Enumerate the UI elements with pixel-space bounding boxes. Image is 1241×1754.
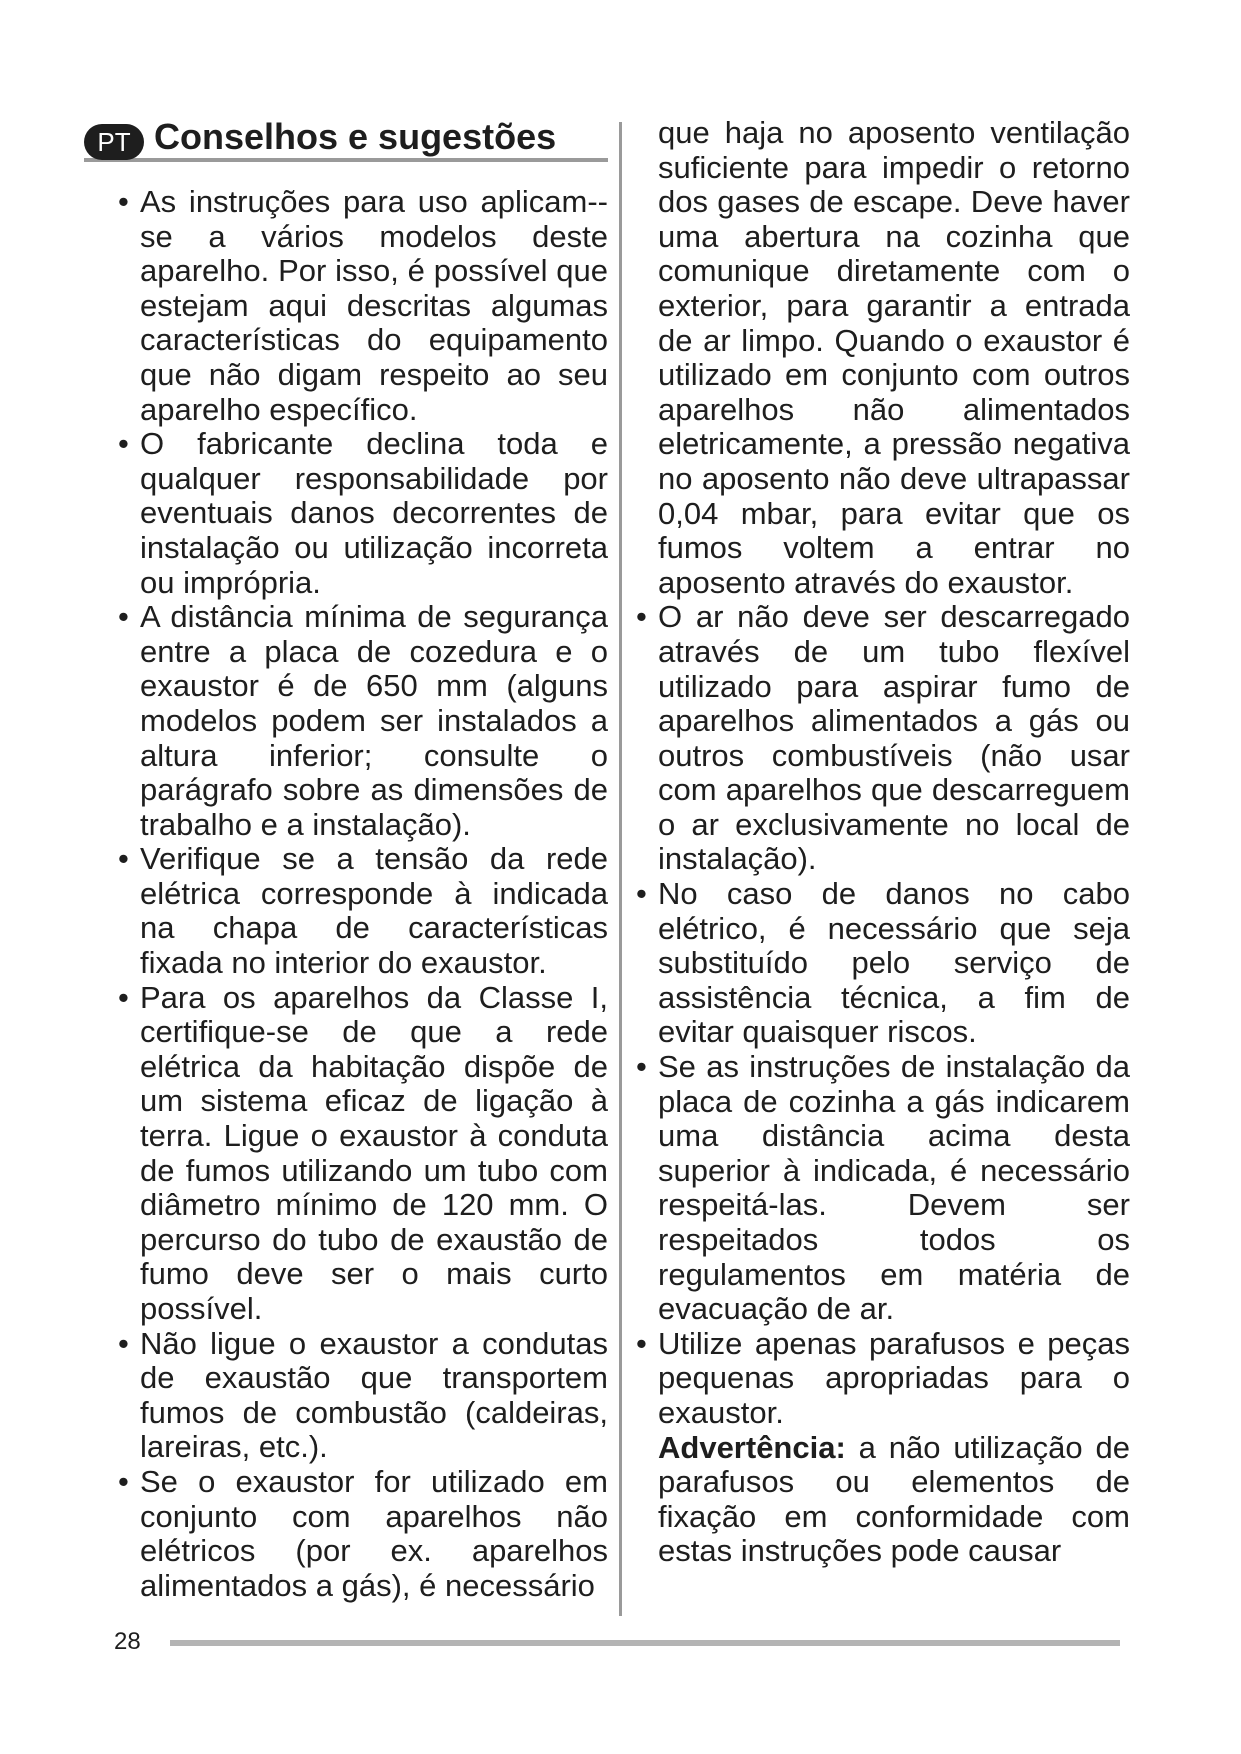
bullet-icon: • [118,1325,129,1361]
list-item: • Para os aparelhos da Classe I, certifique-se de que a rede elétrica da habitação dispõe de um sistema eficaz de ligação à terra. Ligue o exaustor à conduta de fumos utilizando um tubo com diâmetro mínimo de 120 mm. O percurso do tubo de exaustão de fumo deve ser o mais curto possível. [118,979,608,1326]
list-item: • O ar não deve ser descarregado através de um tubo flexível utilizado para aspirar fumo de aparelhos alimentados a gás ou outros combustíveis (não usar com aparelhos que descarreguem o ar exclusivamente no local de instalação). [636,599,1130,877]
warning-paragraph [636,1431,1130,1569]
column-divider [619,122,622,1616]
section-header [84,112,608,162]
continuation-paragraph: que haja no aposento ventilação suficiente para impedir o retorno dos gases de escape. Deve haver uma abertura na cozinha que comunique diretamente com o exterior, para garantir a entrada de ar limpo. Quando o exaustor é utilizado em conjunto com outros aparelhos não alimentados eletricamente, a pressão negativa no aposento não deve ultrapassar 0,04 mbar, para evitar que os fumos voltem a entrar no aposento através do exaustor. [658,115,1130,600]
bullet-icon: • [636,599,647,635]
list-item: • A distância mínima de segurança entre a placa de cozedura e o exaustor é de 650 mm (alguns modelos podem ser instalados a altura inferior; consulte o parágrafo sobre as dimensões de trabalho e a instalação). [118,599,608,842]
section-title: Conselhos e sugestões [154,116,557,157]
right-column [636,116,1130,1569]
list-item: • Não ligue o exaustor a condutas de exaustão que transportem fumos de combustão (caldeiras, lareiras, etc.). [118,1325,608,1465]
bullet-icon: • [636,1325,647,1361]
list-item: • O fabricante declina toda e qualquer responsabilidade por eventuais danos decorrentes de instalação ou utilização incorreta ou imprópria. [118,426,608,600]
page-number: 28 [114,1628,141,1655]
list-item: • Se as instruções de instalação da placa de cozinha a gás indicarem uma distância acima desta superior à indicada, é necessário respeitá-las. Devem ser respeitados todos os regulamentos em matéria de evacuação de ar. [636,1049,1130,1327]
warning-text: a não utilização de parafusos ou elementos de fixação em conformidade com estas instruções pode causar [658,1429,1130,1569]
footer-rule [170,1640,1120,1646]
list-item: • Utilize apenas parafusos e peças pequenas apropriadas para o exaustor. [636,1325,1130,1430]
bullet-icon: • [118,1463,129,1499]
bullet-icon: • [636,1049,647,1085]
left-column [118,185,608,1603]
list-item: • Se o exaustor for utilizado em conjunto com aparelhos não elétricos (por ex. aparelhos alimentados a gás), é necessário [118,1463,608,1603]
bullet-icon: • [118,841,129,877]
bullet-icon: • [118,599,129,635]
bullet-icon: • [118,979,129,1015]
warning-label: Advertência: [658,1429,846,1465]
bullet-icon: • [118,426,129,462]
list-item: • As instruções para uso aplicam--se a vários modelos deste aparelho. Por isso, é possível que estejam aqui descritas algumas características do equipamento que não digam respeito ao seu aparelho específico. [118,184,608,427]
list-item: • Verifique se a tensão da rede elétrica corresponde à indicada na chapa de características fixada no interior do exaustor. [118,841,608,981]
language-badge: PT [84,124,144,160]
list-item: • No caso de danos no cabo elétrico, é necessário que seja substituído pelo serviço de assistência técnica, a fim de evitar quaisquer riscos. [636,876,1130,1050]
bullet-icon: • [636,876,647,912]
bullet-icon: • [118,184,129,219]
